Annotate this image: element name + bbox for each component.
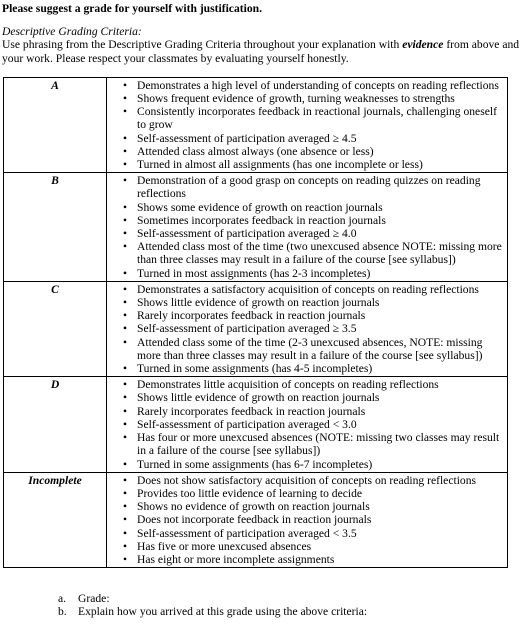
grade-criteria-cell: [107, 77, 508, 172]
grade-criteria-cell: [107, 377, 508, 472]
criteria-item: • Turned in most assignments (has 2-3 incompletes): [121, 267, 504, 280]
grade-criteria-cell: [107, 472, 508, 567]
criteria-title-colon: :: [137, 25, 142, 39]
criteria-item: • Demonstration of a good grasp on concepts on reading quizzes on reading reflections: [121, 174, 504, 200]
criteria-list: [121, 474, 504, 566]
grading-criteria-table: [3, 77, 508, 568]
criteria-item: • Has eight or more incomplete assignments: [121, 553, 504, 566]
grade-criteria-cell: [107, 173, 508, 282]
grade-label: Incomplete: [4, 472, 107, 567]
criteria-item: • Shows some evidence of growth on reaction journals: [121, 201, 504, 214]
criteria-item: • Consistently incorporates feedback in reactional journals, challenging oneself to grow: [121, 105, 504, 131]
criteria-item: • Demonstrates a satisfactory acquisition of concepts on reading reflections: [121, 283, 504, 296]
criteria-item: • Shows little evidence of growth on reaction journals: [121, 296, 504, 309]
criteria-list: [121, 283, 504, 375]
criteria-title: Descriptive Grading Criteria: [2, 25, 138, 39]
criteria-item: • Provides too little evidence of learning to decide: [121, 487, 504, 500]
criteria-item: • Shows frequent evidence of growth, turning weaknesses to strengths: [121, 92, 504, 105]
instructions-part1: Use phrasing from the Descriptive Grading Criteria throughout your explanation with: [2, 38, 403, 52]
criteria-item: • Attended class most of the time (two unexcused absence NOTE: missing more than three classes may result in a failure of the course [see syllabus]): [121, 240, 504, 266]
criteria-item: • Demonstrates a high level of understanding of concepts on reading reflections: [121, 79, 504, 92]
criteria-item: • Attended class some of the time (2-3 unexcused absences, NOTE: missing more than three classes may result in a failure of the course [see syllabus]): [121, 336, 504, 362]
criteria-title-line: [2, 25, 520, 38]
criteria-item: • Turned in almost all assignments (has one incomplete or less): [121, 158, 504, 171]
grade-row: [4, 77, 508, 172]
criteria-item: • Turned in some assignments (has 6-7 incompletes): [121, 458, 504, 471]
grade-label: D: [4, 377, 107, 472]
instructions: [2, 38, 520, 64]
grade-row: [4, 377, 508, 472]
criteria-item: • Does not show satisfactory acquisition of concepts on reading reflections: [121, 474, 504, 487]
grade-row: [4, 472, 508, 567]
answer-label: Explain how you arrived at this grade using the above criteria:: [78, 605, 368, 619]
answer-mark: b.: [58, 605, 67, 619]
criteria-item: • Self-assessment of participation averaged < 3.0: [121, 418, 504, 431]
answer-item-explanation: [58, 605, 520, 618]
grade-row: [4, 281, 508, 376]
criteria-item: • Has four or more unexcused absences (NOTE: missing two classes may result in a failure of the course [see syllabus]): [121, 431, 504, 457]
grade-row: [4, 173, 508, 282]
grade-label: C: [4, 281, 107, 376]
criteria-item: • Demonstrates little acquisition of concepts on reading reflections: [121, 378, 504, 391]
criteria-item: • Self-assessment of participation averaged < 3.5: [121, 527, 504, 540]
grade-label: A: [4, 77, 107, 172]
criteria-item: • Does not incorporate feedback in reaction journals: [121, 513, 504, 526]
answer-label: Grade:: [78, 592, 110, 606]
criteria-item: • Rarely incorporates feedback in reaction journals: [121, 405, 504, 418]
criteria-list: [121, 378, 504, 470]
instructions-emphasis: evidence: [402, 38, 444, 52]
page-heading: Please suggest a grade for yourself with justification.: [2, 2, 262, 15]
criteria-item: • Rarely incorporates feedback in reaction journals: [121, 309, 504, 322]
answer-mark: a.: [58, 592, 67, 606]
answer-list: [58, 592, 520, 618]
criteria-item: • Self-assessment of participation averaged ≥ 3.5: [121, 322, 504, 335]
criteria-item: • Has five or more unexcused absences: [121, 540, 504, 553]
grade-label: B: [4, 173, 107, 282]
criteria-item: • Self-assessment of participation averaged ≥ 4.0: [121, 227, 504, 240]
criteria-item: • Attended class almost always (one absence or less): [121, 145, 504, 158]
criteria-item: • Sometimes incorporates feedback in reaction journals: [121, 214, 504, 227]
criteria-item: • Shows no evidence of growth on reaction journals: [121, 500, 504, 513]
criteria-list: [121, 79, 504, 171]
criteria-item: • Self-assessment of participation averaged ≥ 4.5: [121, 132, 504, 145]
criteria-item: • Shows little evidence of growth on reaction journals: [121, 391, 504, 404]
instructions-part2: from above and your work. Please respect your classmates by evaluating yourself honestly.: [2, 38, 520, 65]
criteria-item: • Turned in some assignments (has 4-5 incompletes): [121, 362, 504, 375]
grade-criteria-cell: [107, 281, 508, 376]
answer-item-grade: [58, 592, 520, 605]
criteria-list: [121, 174, 504, 280]
